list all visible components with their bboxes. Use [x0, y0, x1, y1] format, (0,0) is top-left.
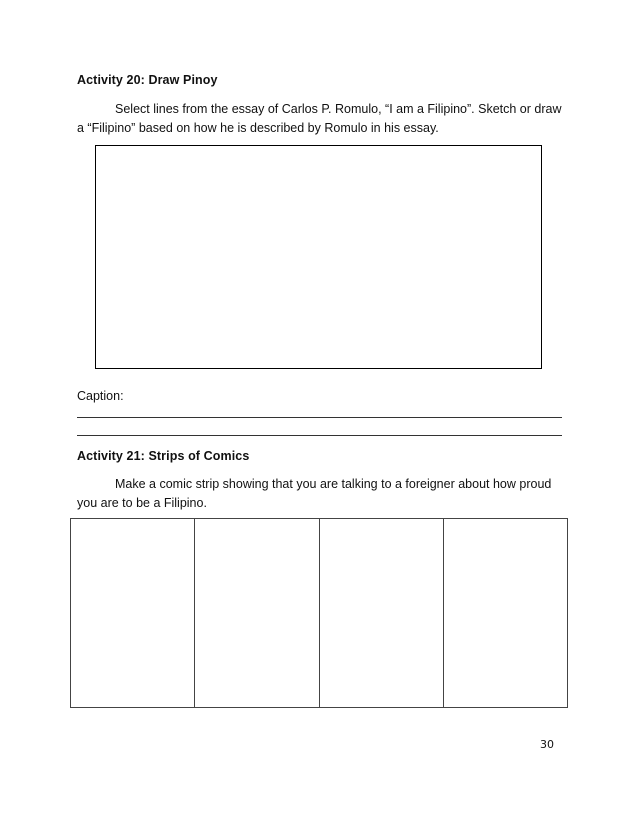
comic-panel-1[interactable]: [71, 519, 195, 707]
activity-21-instructions: [77, 475, 565, 513]
activity-20-heading: Activity 20: Draw Pinoy: [77, 73, 218, 87]
caption-line-2[interactable]: [77, 435, 562, 436]
activity-21-heading: Activity 21: Strips of Comics: [77, 449, 250, 463]
comic-strip: [70, 518, 568, 708]
activity-21-instruction-line-1: Make a comic strip showing that you are talking to a foreigner about how proud: [115, 477, 552, 491]
activity-20-instruction-line-1: Select lines from the essay of Carlos P. Romulo, “I am a Filipino”. Sketch or draw: [115, 102, 562, 116]
activity-21-instruction-line-2: you are to be a Filipino.: [77, 496, 207, 510]
caption-line-1[interactable]: [77, 417, 562, 418]
comic-panel-2[interactable]: [195, 519, 319, 707]
comic-panel-3[interactable]: [320, 519, 444, 707]
drawing-area[interactable]: [95, 145, 542, 369]
comic-panel-4[interactable]: [444, 519, 567, 707]
activity-20-instruction-line-2: a “Filipino” based on how he is described by Romulo in his essay.: [77, 121, 439, 135]
activity-20-instructions: [77, 100, 565, 138]
page-number: 30: [540, 738, 554, 751]
caption-label: Caption:: [77, 389, 124, 403]
